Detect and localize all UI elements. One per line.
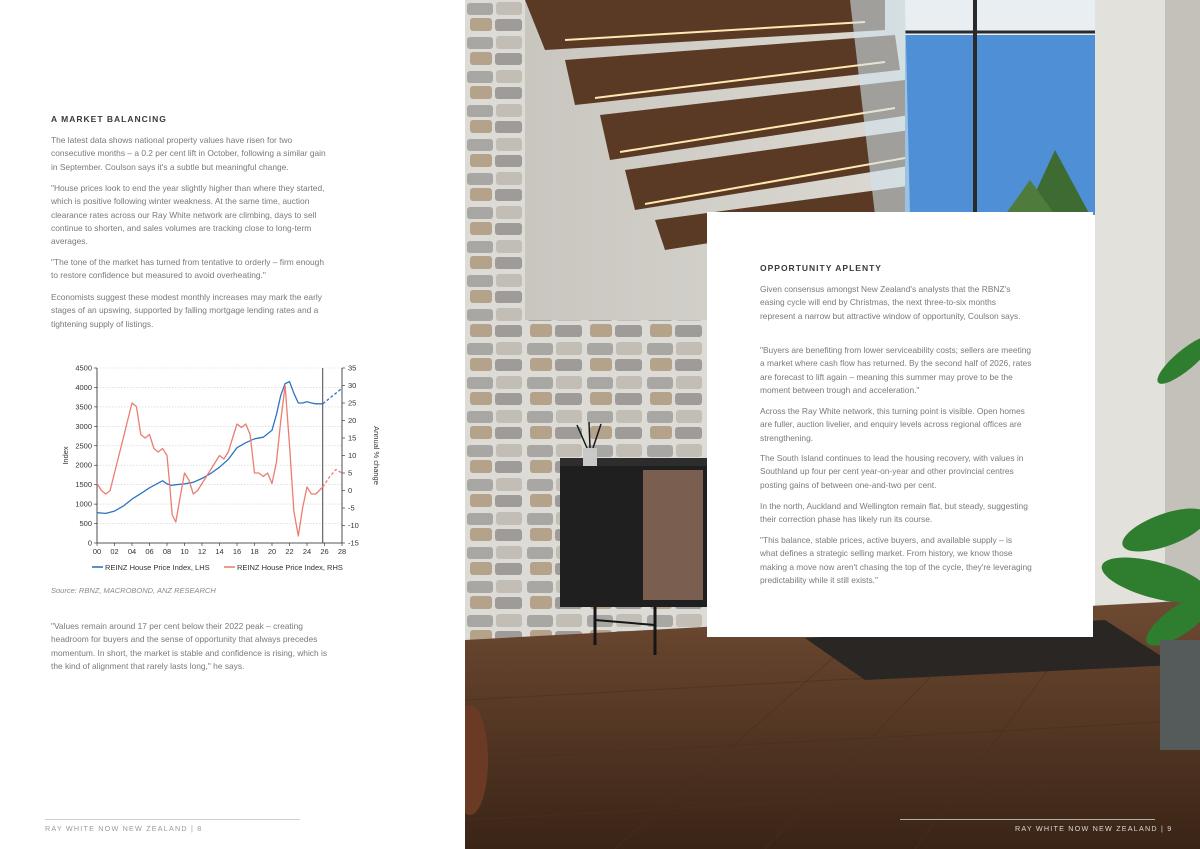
y-tick-label: 1000 bbox=[75, 499, 92, 509]
y-tick-label: 2000 bbox=[75, 460, 92, 470]
y2-axis-label: Annual % change bbox=[372, 426, 381, 485]
y-tick-label: 0 bbox=[87, 538, 92, 548]
x-tick-label: 02 bbox=[110, 547, 119, 556]
footer-rule bbox=[45, 819, 300, 820]
y2-tick-label: 10 bbox=[348, 451, 357, 460]
opportunity-card bbox=[707, 212, 1093, 637]
paragraph: The latest data shows national property values have risen for two consecutive months – a 0.2 per cent lift in October, following a similar gain in September. Coulson says it's a subtle but meaningful change. bbox=[51, 135, 326, 172]
paragraph: "House prices look to end the year slightly higher than where they started, which is positive following winter weakness. At the same time, auction clearance rates across our Ray White network are climbing, days to sell continue to shorten, and sales volumes are tracking close to long-term averages. bbox=[51, 183, 325, 247]
y-tick-label: 2500 bbox=[75, 441, 92, 451]
y-tick-label: 4000 bbox=[75, 382, 92, 392]
chart-source: Source: RBNZ, MACROBOND, ANZ RESEARCH bbox=[51, 586, 216, 595]
y2-tick-label: 20 bbox=[348, 416, 357, 425]
paragraph: "The tone of the market has turned from tentative to orderly – firm enough to restore confidence but measured to avoid overheating." bbox=[51, 257, 324, 281]
series-line bbox=[97, 382, 323, 514]
house-price-chart bbox=[52, 355, 387, 580]
y2-tick-label: 25 bbox=[348, 398, 357, 408]
y2-tick-label: 0 bbox=[348, 486, 353, 495]
legend-label: REINZ House Price Index, LHS bbox=[105, 563, 210, 572]
card-heading: OPPORTUNITY APLENTY bbox=[760, 263, 882, 273]
y-tick-label: 500 bbox=[79, 519, 92, 529]
paragraph: Economists suggest these modest monthly increases may mark the early stages of an upswing, supported by falling mortgage lending rates and a tightening supply of listings. bbox=[51, 292, 322, 329]
section-heading: A MARKET BALANCING bbox=[51, 114, 167, 124]
y2-tick-label: -5 bbox=[348, 503, 355, 513]
x-tick-label: 06 bbox=[145, 547, 154, 556]
x-tick-label: 14 bbox=[215, 547, 224, 556]
x-tick-label: 18 bbox=[250, 547, 259, 556]
card-paragraph: In the north, Auckland and Wellington remain flat, but steady, suggesting their correction phase has likely run its course. bbox=[760, 501, 1028, 525]
x-tick-label: 22 bbox=[285, 547, 294, 556]
x-tick-label: 20 bbox=[267, 547, 277, 556]
x-tick-label: 08 bbox=[162, 547, 172, 556]
y-tick-label: 1500 bbox=[75, 480, 92, 490]
y2-tick-label: -10 bbox=[348, 521, 359, 530]
y2-tick-label: 5 bbox=[348, 468, 353, 478]
x-tick-label: 04 bbox=[127, 547, 137, 556]
y-tick-label: 3000 bbox=[75, 421, 92, 431]
legend-label: REINZ House Price Index, RHS bbox=[237, 563, 343, 572]
card-paragraph: Given consensus amongst New Zealand's analysts that the RBNZ's easing cycle will end by Christmas, the next three-to-six months represent a narrow but attractive window of opportunity, Coulson says. bbox=[760, 284, 1021, 321]
series-line bbox=[97, 386, 323, 537]
footer-left: RAY WHITE NOW NEW ZEALAND | 8 bbox=[45, 824, 203, 833]
x-tick-label: 12 bbox=[197, 547, 207, 556]
x-tick-label: 24 bbox=[302, 547, 312, 556]
y2-tick-label: -15 bbox=[348, 538, 359, 548]
y2-tick-label: 15 bbox=[348, 433, 357, 443]
y2-tick-label: 30 bbox=[348, 381, 357, 390]
x-tick-label: 26 bbox=[320, 547, 329, 556]
y2-tick-label: 35 bbox=[348, 363, 357, 373]
chart-svg bbox=[52, 355, 387, 580]
card-paragraph: "Buyers are benefiting from lower serviceability costs; sellers are meeting a market where cash flow has returned. By the second half of 2026, rates are forecast to lift again – meaning this summer may prove to be the moment between trough and acceleration." bbox=[760, 345, 1032, 395]
paragraph: "Values remain around 17 per cent below their 2022 peak – creating headroom for buyers and the sense of opportunity that always precedes momentum. In short, the market is stable and confidence is rising, which is the kind of alignment that rarely lasts long," he says. bbox=[51, 621, 328, 671]
y-tick-label: 4500 bbox=[75, 363, 92, 373]
y-tick-label: 3500 bbox=[75, 402, 92, 412]
card-paragraph: The South Island continues to lead the housing recovery, with values in Southland up four per cent year-on-year and other provincial centres posting gains of between one-and-two per cent. bbox=[760, 453, 1024, 490]
x-tick-label: 10 bbox=[180, 547, 189, 556]
footer-rule-right bbox=[900, 819, 1155, 820]
x-tick-label: 00 bbox=[92, 547, 102, 556]
footer-right: RAY WHITE NOW NEW ZEALAND | 9 bbox=[1015, 824, 1173, 833]
card-paragraph: Across the Ray White network, this turning point is visible. Open homes are fuller, auction livelier, and enquiry levels across regional offices are strengthening. bbox=[760, 406, 1025, 443]
left-page bbox=[0, 0, 465, 849]
x-tick-label: 16 bbox=[232, 547, 242, 556]
card-paragraph: "This balance, stable prices, active buyers, and available supply – is what defines a strategic selling market. From history, we know those making a move now aren't chasing the top of the cycle, they're leveraging predictability while it still exists." bbox=[760, 535, 1032, 585]
x-tick-label: 28 bbox=[337, 547, 347, 556]
y-axis-label: Index bbox=[61, 446, 70, 465]
forecast-line bbox=[323, 388, 342, 404]
